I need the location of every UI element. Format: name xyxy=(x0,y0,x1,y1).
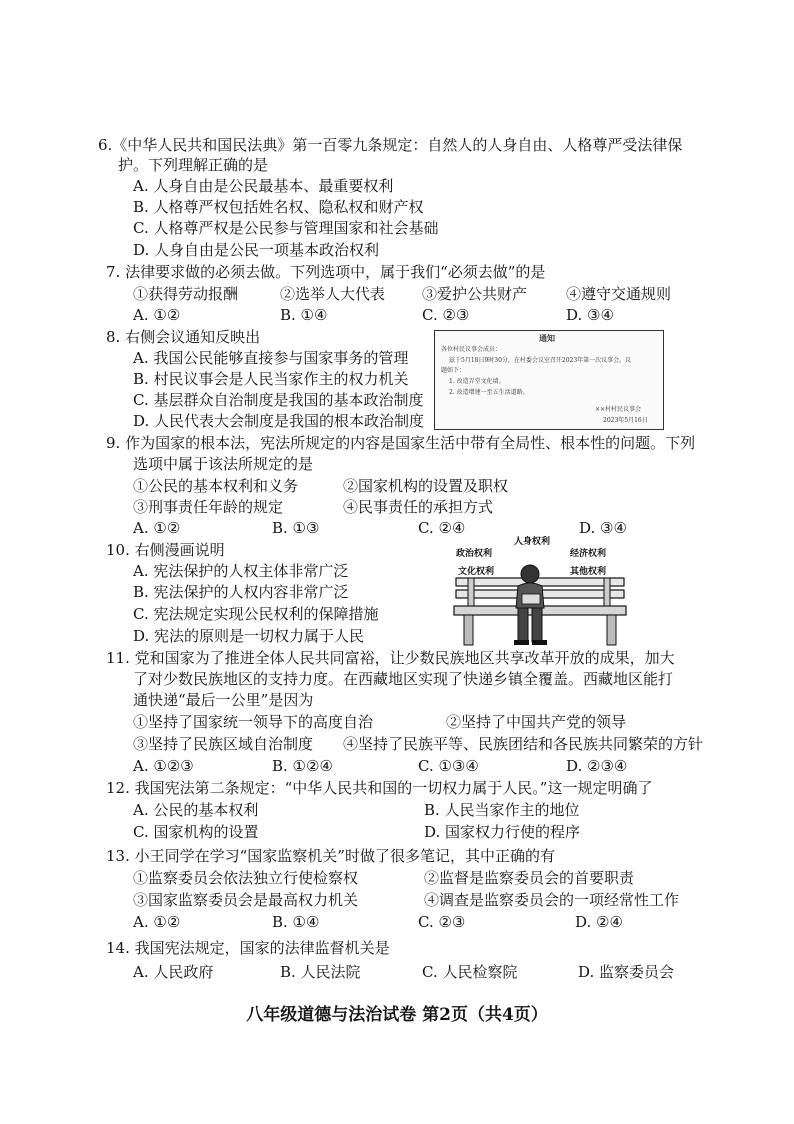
notice-body-line2: 题如下： xyxy=(441,367,466,374)
question-11-stem-line1: 11. 党和国家为了推进全体人民共同富裕，让少数民族地区共享改革开放的成果，加大 xyxy=(106,649,675,667)
option-d: D. 人民代表大会制度是我国的根本政治制度 xyxy=(133,412,425,430)
statement-1: ①获得劳动报酬 xyxy=(133,285,239,303)
statement-3: ③爱护公共财产 xyxy=(422,285,528,303)
option-b: B. 村民议事会是人民当家作主的权力机关 xyxy=(133,370,409,388)
question-9-stem-line2: 选项中属于该法所规定的是 xyxy=(133,455,314,473)
question-9-stem-line1: 9. 作为国家的根本法，宪法所规定的内容是国家生活中带有全局性、根本性的问题。下列 xyxy=(106,434,696,452)
option-c: C. 宪法规定实现公民权利的保障措施 xyxy=(133,605,379,623)
option-c: C. ②③ xyxy=(422,306,470,324)
statement-1: ①监察委员会依法独立行使检察权 xyxy=(133,869,359,887)
page-footer: 八年级道德与法治试卷 第2页（共4页） xyxy=(246,1005,548,1025)
question-12-stem: 12. 我国宪法第二条规定：“中华人民共和国的一切权力属于人民。”这一规定明确了 xyxy=(106,779,653,797)
option-b: B. 人格尊严权包括姓名权、隐私权和财产权 xyxy=(133,198,424,216)
statement-2: ②坚持了中国共产党的领导 xyxy=(446,713,627,731)
notice-salutation: 各位村民议事会成员： xyxy=(441,346,502,353)
notice-item-1: 1. 改造弄堂文化墙。 xyxy=(449,378,505,385)
option-b: B. 人民当家作主的地位 xyxy=(424,801,580,819)
cartoon-label-political-rights: 政治权利 xyxy=(456,549,493,559)
statement-3: ③刑事责任年龄的规定 xyxy=(133,498,284,516)
option-d: D. 监察委员会 xyxy=(578,963,675,981)
option-d: D. ③④ xyxy=(566,306,614,324)
question-8-stem: 8. 右侧会议通知反映出 xyxy=(106,328,261,346)
meeting-notice-image xyxy=(434,330,664,430)
cartoon-label-other-rights: 其他权利 xyxy=(570,567,607,577)
statement-1: ①坚持了国家统一领导下的高度自治 xyxy=(133,713,374,731)
rights-cartoon-image xyxy=(452,534,628,646)
notice-title: 通知 xyxy=(539,333,555,343)
statement-4: ④坚持了民族平等、民族团结和各民族共同繁荣的方针 xyxy=(343,735,704,753)
option-a: A. 人民政府 xyxy=(133,963,214,981)
option-c: C. 基层群众自治制度是我国的基本政治制度 xyxy=(133,391,424,409)
question-13-stem: 13. 小王同学在学习“国家监察机关”时做了很多笔记，其中正确的有 xyxy=(106,847,555,865)
notice-signer: ××村村民议事会 xyxy=(595,406,642,413)
option-a: A. ①②③ xyxy=(133,757,194,775)
notice-date: 2023年5月16日 xyxy=(603,417,648,424)
option-b: B. 人民法院 xyxy=(280,963,361,981)
option-b: B. ①②④ xyxy=(272,757,333,775)
cartoon-label-economic-rights: 经济权利 xyxy=(570,549,607,559)
cartoon-label-cultural-rights: 文化权利 xyxy=(458,567,495,577)
question-10-stem: 10. 右侧漫画说明 xyxy=(106,541,225,559)
question-6-stem-line2: 护。下列理解正确的是 xyxy=(118,156,269,174)
option-a: A. ①② xyxy=(133,913,181,931)
option-a: A. 公民的基本权利 xyxy=(133,801,259,819)
option-d: D. ②③④ xyxy=(566,757,628,775)
option-d: D. 国家权力行使的程序 xyxy=(424,823,581,841)
option-b: B. ①④ xyxy=(272,913,320,931)
bench-person-drawing xyxy=(452,534,628,646)
statement-4: ④民事责任的承担方式 xyxy=(343,498,494,516)
statement-4: ④调查是监察委员会的一项经常性工作 xyxy=(424,891,680,909)
option-d: D. 人身自由是公民一项基本政治权利 xyxy=(133,241,380,259)
question-11-stem-line3: 通快递“最后一公里”是因为 xyxy=(133,691,314,709)
statement-2: ②选举人大代表 xyxy=(280,285,386,303)
statement-3: ③坚持了民族区域自治制度 xyxy=(133,735,314,753)
cartoon-label-personal-rights: 人身权利 xyxy=(514,537,551,547)
question-7-stem: 7. 法律要求做的必须去做。下列选项中，属于我们“必须去做”的是 xyxy=(106,263,546,281)
option-d: D. 宪法的原则是一切权力属于人民 xyxy=(133,627,365,645)
notice-item-2: 2. 改造增建一至五生活道路。 xyxy=(449,389,529,396)
option-c: C. ②③ xyxy=(418,913,466,931)
option-b: B. ①④ xyxy=(280,306,328,324)
option-c: C. ②④ xyxy=(418,519,466,537)
option-a: A. ①② xyxy=(133,306,181,324)
option-c: C. 人民检察院 xyxy=(422,963,518,981)
statement-3: ③国家监察委员会是最高权力机关 xyxy=(133,891,359,909)
statement-2: ②监督是监察委员会的首要职责 xyxy=(424,869,635,887)
question-14-stem: 14. 我国宪法规定，国家的法律监督机关是 xyxy=(106,939,390,957)
notice-body-line1: 兹于5月18日9时30分，在村委会议室召开2023年第一次议事会。议 xyxy=(449,357,632,364)
option-a: A. ①② xyxy=(133,519,181,537)
option-c: C. 国家机构的设置 xyxy=(133,823,259,841)
option-a: A. 宪法保护的人权主体非常广泛 xyxy=(133,562,349,580)
option-c: C. 人格尊严权是公民参与管理国家和社会基础 xyxy=(133,219,439,237)
option-b: B. 宪法保护的人权内容非常广泛 xyxy=(133,583,349,601)
statement-2: ②国家机构的设置及职权 xyxy=(343,477,509,495)
option-a: A. 我国公民能够直接参与国家事务的管理 xyxy=(133,349,409,367)
statement-4: ④遵守交通规则 xyxy=(566,285,672,303)
question-6-stem-line1: 6.《中华人民共和国民法典》第一百零九条规定：自然人的人身自由、人格尊严受法律保 xyxy=(98,136,683,154)
option-b: B. ①③ xyxy=(272,519,320,537)
statement-1: ①公民的基本权利和义务 xyxy=(133,477,299,495)
question-11-stem-line2: 了对少数民族地区的支持力度。在西藏地区实现了快递乡镇全覆盖。西藏地区能打 xyxy=(133,670,674,688)
option-d: D. ②④ xyxy=(575,913,623,931)
option-d: D. ③④ xyxy=(579,519,627,537)
option-c: C. ①③④ xyxy=(418,757,479,775)
option-a: A. 人身自由是公民最基本、最重要权利 xyxy=(133,177,394,195)
